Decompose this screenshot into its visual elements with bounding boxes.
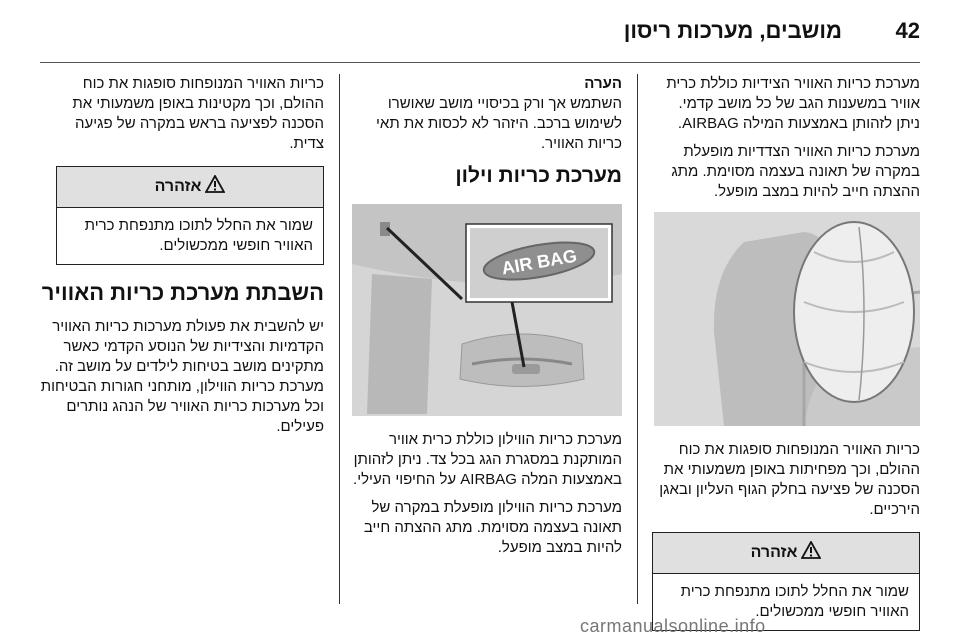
curtain-airbag-paragraph: מערכת כריות הווילון כוללת כרית אוויר המותקנת במסגרת הגג בכל צד. ניתן לזהותן באמצעות המלה AIRBAG על החיפוי העילי. — [353, 431, 622, 488]
section-heading-curtain-airbags: מערכת כריות וילון — [455, 164, 622, 187]
right-column — [652, 74, 920, 620]
curtain-airbag-effect-paragraph: כריות האוויר המנופחות סופגות את כוח ההולם, וכך מקטינות באופן משמעותי את הסכנה לפציעה בראש במקרה של פגיעה צדית. — [72, 75, 324, 152]
watermark: carmanualsonline.info — [580, 616, 766, 636]
curtain-airbag-activation-paragraph: מערכת כריות הווילון מופעלת במקרה של תאונה בעצמה מסוימת. מתג ההצתה חייב להיות במצב מופעל. — [363, 499, 622, 556]
warning-header — [57, 167, 323, 208]
deactivation-paragraph: יש להשבית את פעולת מערכות כריות האוויר הקדמיות והצידיות של הנוסע הקדמי כאשר מתקינים מושב בטיחות לילדים על מושב זה. מערכת כריות הווילון, מותחני חגורות הבטיחות וכל מערכות כריות האוויר של הנהג נותרים פעילים. — [40, 318, 324, 435]
chapter-title: מושבים, מערכות ריסון — [623, 18, 842, 43]
column-divider — [339, 74, 340, 604]
side-airbag-seat-illustration — [654, 212, 920, 426]
warning-text: שמור את החלל לתוכו מתנפחת כרית האוויר חופשי ממכשולים. — [84, 217, 313, 254]
left-column — [40, 74, 324, 604]
warning-header — [653, 533, 919, 574]
curtain-airbag-illustration — [352, 204, 622, 416]
warning-title: אזהרה — [154, 178, 202, 195]
side-airbag-effect-paragraph: כריות האוויר המנופחות סופגות את כוח ההולם, וכך מפחיתות באופן משמעותי את הסכנה של פציעה בחלק הגוף העליון ובאגן הירכיים. — [659, 441, 920, 518]
page-header — [0, 0, 960, 66]
warning-box — [56, 166, 324, 265]
warning-title: אזהרה — [750, 544, 798, 561]
section-heading-airbag-deactivation: השבתת מערכת כריות האוויר — [41, 280, 324, 305]
side-airbag-activation-paragraph: מערכת כריות האוויר הצדדיות מופעלת במקרה של תאונה בעצמה מסוימת. מתג ההצתה חייב להיות במצב מופעל. — [671, 143, 920, 200]
note-label: הערה — [584, 75, 622, 92]
column-divider — [637, 74, 638, 604]
warning-icon — [801, 541, 821, 565]
middle-column — [352, 74, 622, 604]
warning-text: שמור את החלל לתוכו מתנפחת כרית האוויר חופשי ממכשולים. — [680, 583, 909, 620]
page-number: 42 — [895, 18, 920, 43]
side-airbag-paragraph: מערכת כריות האוויר הצידיות כוללת כרית אוויר במשענות הגב של כל מושב קדמי. ניתן לזהותן באמצעות המילה AIRBAG. — [666, 75, 920, 132]
header-divider — [40, 62, 920, 63]
warning-icon — [205, 175, 225, 199]
airbag-label: AIR BAG — [500, 245, 579, 279]
note-text: השתמש אך ורק בכיסויי מושב שאושרו לשימוש ברכב. היזהר לא לכסות את תאי כריות האוויר. — [376, 95, 622, 152]
